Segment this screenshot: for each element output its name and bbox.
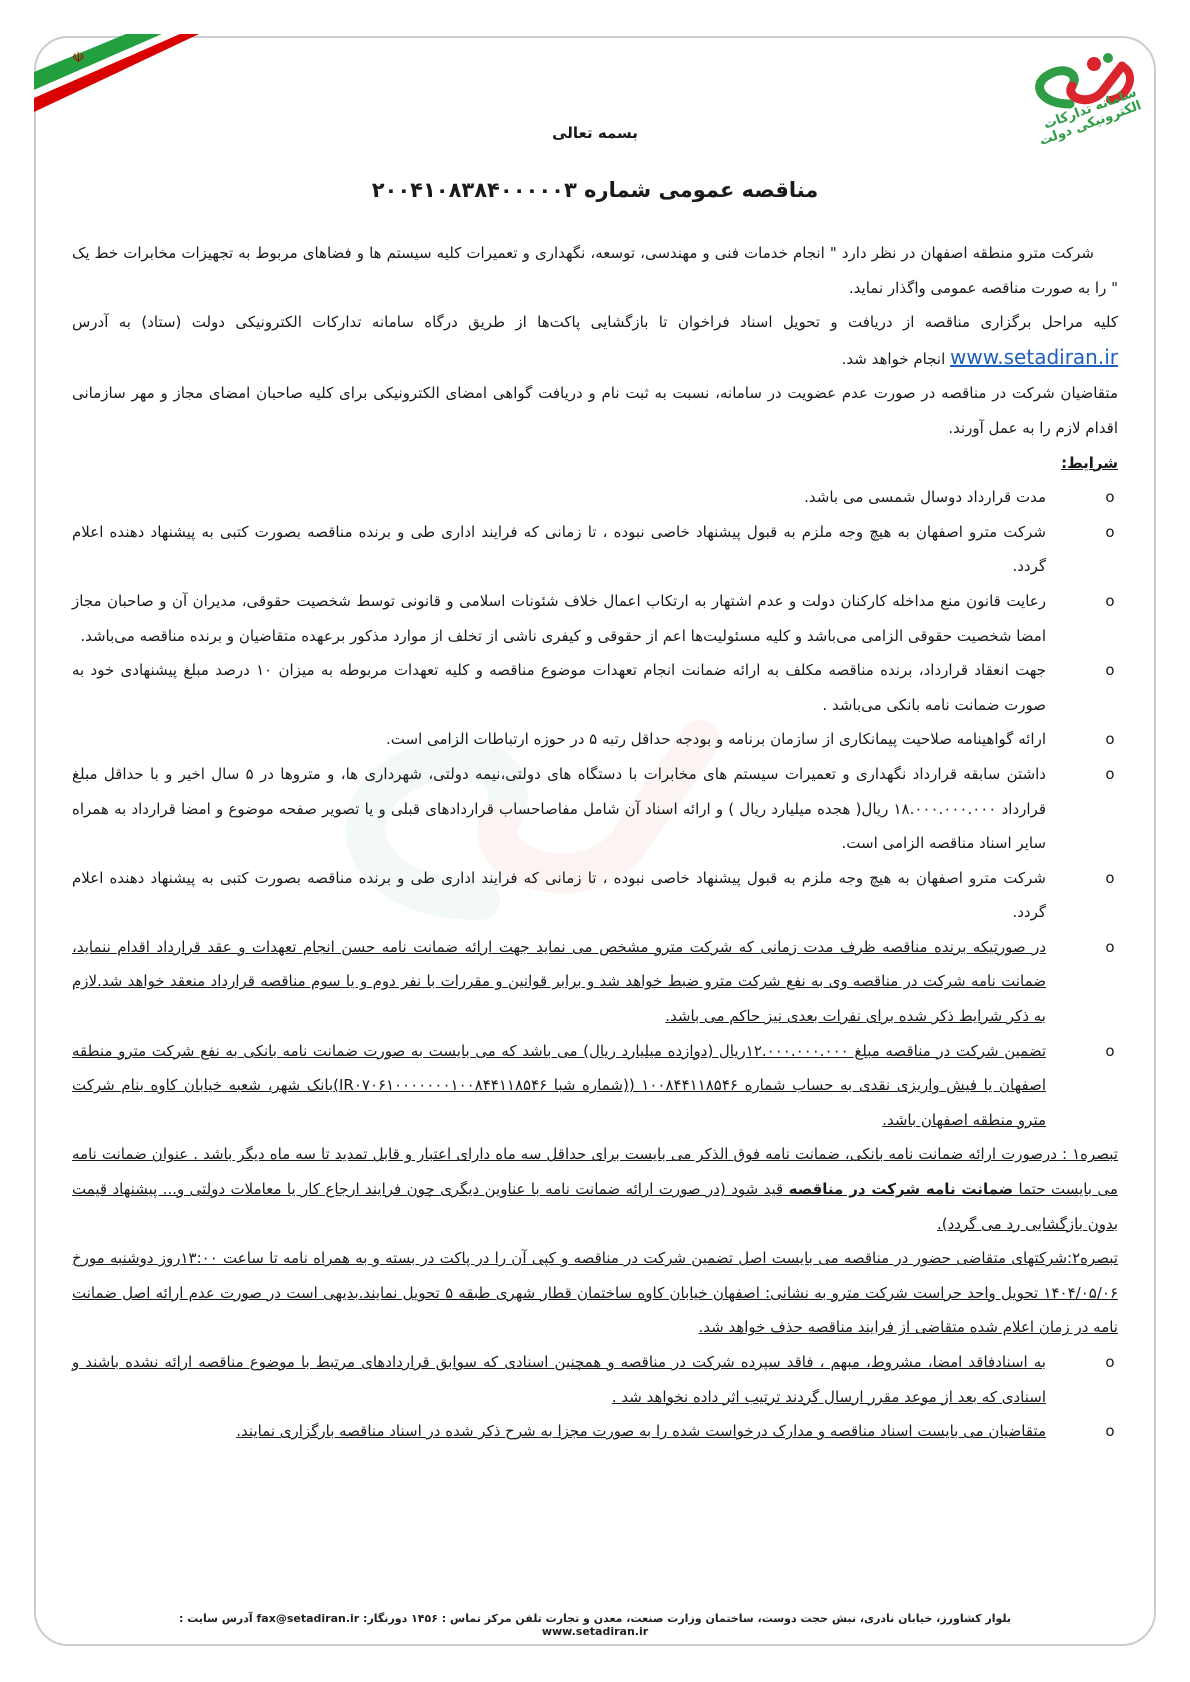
- condition-item: o مدت قرارداد دوسال شمسی می باشد.: [72, 480, 1118, 515]
- bullet-icon: o: [1105, 1353, 1115, 1371]
- bullet-icon: o: [1105, 937, 1115, 956]
- page-footer: بلوار کشاورز، خیابان نادری، نبش حجت دوست، ساختمان وزارت صنعت، معدن و تجارت تلفن مرکز تماس : ۱۴۵۶ دورنگار: fax@setadiran.ir آدرس سایت : www.setadiran.ir: [178, 1612, 1012, 1638]
- final-item: o متقاضیان می بایست اسناد مناقصه و مدارک درخواست شده را به صورت مجزا به شرح ذکر شده در اسناد مناقصه بارگزاری نمایند.: [72, 1414, 1118, 1449]
- bullet-icon: o: [1105, 868, 1115, 887]
- setadiran-link[interactable]: www.setadiran.ir: [950, 344, 1118, 369]
- bullet-icon: o: [1105, 522, 1115, 541]
- bullet-icon: o: [1105, 1041, 1115, 1060]
- intro-paragraph-2: کلیه مراحل برگزاری مناقصه از دریافت و تحویل اسناد فراخوان تا بازگشایی پاکت‌ها از طریق درگاه سامانه تدارکات الکترونیکی دولت (ستاد) به آدرس www.setadiran.ir انجام خواهد شد.: [72, 313, 1118, 369]
- bullet-icon: o: [1105, 1422, 1115, 1441]
- final-item: o به اسنادفاقد امضا، مشروط، مبهم ، فاقد سپرده شرکت در مناقصه و همچنین اسنادی که سوابق قراردادهای مرتبط با موضوع مناقصه ارائه نشده باشند و اسنادی که بعد از موعد مقرر ارسال گردند ترتیب اثر داده نخواهد شد .: [72, 1345, 1118, 1414]
- condition-item: o شرکت مترو اصفهان به هیچ وجه ملزم به قبول پیشنهاد خاصی نبوده ، تا زمانی که فرایند اداری طی و برنده مناقصه بصورت کتبی به پیشنهاد دهنده اعلام گردد.: [72, 515, 1118, 584]
- condition-item: o جهت انعقاد قرارداد، برنده مناقصه مکلف به ارائه ضمانت انجام تعهدات موضوع مناقصه و کلیه تعهدات مربوطه به میزان ۱۰ درصد مبلغ پیشنهادی خود به صورت ضمانت نامه بانکی می‌باشد .: [72, 653, 1118, 722]
- intro-paragraph-3: متقاضیان شرکت در مناقصه در صورت عدم عضویت در سامانه، نسبت به ثبت نام و دریافت گواهی امضای الکترونیکی برای کلیه صاحبان امضای مجاز و مهر سازمانی اقدام لازم را به عمل آورند.: [72, 384, 1118, 437]
- condition-item: o شرکت مترو اصفهان به هیچ وجه ملزم به قبول پیشنهاد خاصی نبوده ، تا زمانی که فرایند اداری طی و برنده مناقصه بصورت کتبی به پیشنهاد دهنده اعلام گردد.: [72, 861, 1118, 930]
- note-2: تبصره۲:شرکتهای متقاضی حضور در مناقصه می بایست اصل تضمین شرکت در مناقصه و کپی آن را در پاکت در بسته و به همراه نامه تا ساعت ۱۳:۰۰روز دوشنبه مورخ ۱۴۰۴/۰۵/۰۶ تحویل واحد حراست شرکت مترو به نشانی: اصفهان خیابان کاوه ساختمان قطار شهری طبقه ۵ تحویل نمایند.بدیهی است در صورت عدم ارائه اصل ضمانت نامه در زمان اعلام شده متقاضی از فرایند مناقصه حذف خواهد شد.: [72, 1249, 1118, 1337]
- note-1: تبصره۱ : درصورت ارائه ضمانت نامه بانکی، ضمانت نامه فوق الذکر می بایست برای حداقل سه ماه دارای اعتبار و قابل تمدید تا سه ماه دیگر باشد . عنوان ضمانت نامه می بایست حتما ضمانت نامه شرکت در مناقصه قید شود (در صورت ارائه ضمانت نامه با عناوین دیگری چون فرایند ارجاع کار یا معاملات دولتی و... پیشنهاد قیمت بدون بازگشایی رد می گردد).: [72, 1145, 1118, 1233]
- condition-item: o رعایت قانون منع مداخله کارکنان دولت و عدم اشتهار به ارتکاب اعمال خلاف شئونات اسلامی و قانونی توسط شخصیت حقوقی، مدیران آن و صاحبان مجاز امضا شخصیت حقوقی الزامی می‌باشد و کلیه مسئولیت‌ها اعم از حقوقی و کیفری ناشی از تخلف از موارد مذکور برعهده متقاضیان و برنده مناقصه می‌باشد.: [72, 584, 1118, 653]
- condition-item: o تضمین شرکت در مناقصه مبلغ ۱۲.۰۰۰.۰۰۰.۰۰۰ریال (دوازده میلیارد ریال) می باشد که می بایست به صورت ضمانت نامه بانکی به نفع شرکت مترو منطقه اصفهان یا فیش واریزی نقدی به حساب شماره ۱۰۰۸۴۴۱۱۸۵۴۶ ((شماره شبا IR۰۷۰۶۱۰۰۰۰۰۰۰۱۰۰۸۴۴۱۱۸۵۴۶)بانک شهر، شعبه خیابان کاوه بنام شرکت مترو منطقه اصفهان باشد.: [72, 1034, 1118, 1138]
- intro-paragraph-1: شرکت مترو منطقه اصفهان در نظر دارد " انجام خدمات فنی و مهندسی، توسعه، نگهداری و تعمیرات کلیه سیستم ها و فضاهای مربوط به تجهیزات مخابرات خط یک " را به صورت مناقصه عمومی واگذار نماید.: [72, 244, 1118, 297]
- bullet-icon: o: [1105, 730, 1115, 749]
- condition-item: o در صورتیکه برنده مناقصه ظرف مدت زمانی که شرکت مترو مشخص می نماید جهت ارائه ضمانت نامه حسن انجام تعهدات و عقد قرارداد اقدام ننماید، ضمانت نامه شرکت در مناقصه وی به نفع شرکت مترو ضبط خواهد شد و برابر قوانین و مقررات با نفر دوم و یا سوم مناقصه قرارداد منعقد خواهد شد.لازم به ذکر شرایط ذکر شده برای نفرات بعدی نیز حاکم می باشد.: [72, 930, 1118, 1034]
- basmala-heading: بسمه تعالی: [552, 124, 638, 142]
- iran-flag-icon: [34, 34, 199, 124]
- conditions-heading: شرایط:: [1061, 453, 1118, 472]
- condition-item: o ارائه گواهینامه صلاحیت پیمانکاری از سازمان برنامه و بودجه حداقل رتبه ۵ در حوزه ارتباطات الزامی است.: [72, 722, 1118, 757]
- tender-title: مناقصه عمومی شماره ۲۰۰۴۱۰۸۳۸۴۰۰۰۰۰۳: [371, 178, 819, 202]
- setad-logo-text: سامانه تدارکات الکترونیکی دولت: [1037, 85, 1144, 150]
- condition-item: o داشتن سابقه قرارداد نگهداری و تعمیرات سیستم های مخابرات با دستگاه های دولتی،نیمه دولتی، شهرداری ها، و متروها در ۵ سال اخیر و با حداقل مبلغ قرارداد ۱۸.۰۰۰.۰۰۰.۰۰۰ ریال( هجده میلیارد ریال ) و ارائه اسناد آن شامل مفاصاحساب قراردادهای قبلی و یا تصویر صفحه موضوع و امضا قرارداد به همراه سایر اسناد مناقصه الزامی است.: [72, 757, 1118, 861]
- bullet-icon: o: [1105, 488, 1115, 507]
- bullet-icon: o: [1105, 764, 1115, 783]
- bullet-icon: o: [1105, 591, 1115, 610]
- bullet-icon: o: [1105, 661, 1115, 680]
- svg-text:☫: ☫: [72, 50, 85, 66]
- guarantee-title-bold: ضمانت نامه شرکت در مناقصه: [788, 1180, 1014, 1199]
- document-body: [72, 236, 1118, 1449]
